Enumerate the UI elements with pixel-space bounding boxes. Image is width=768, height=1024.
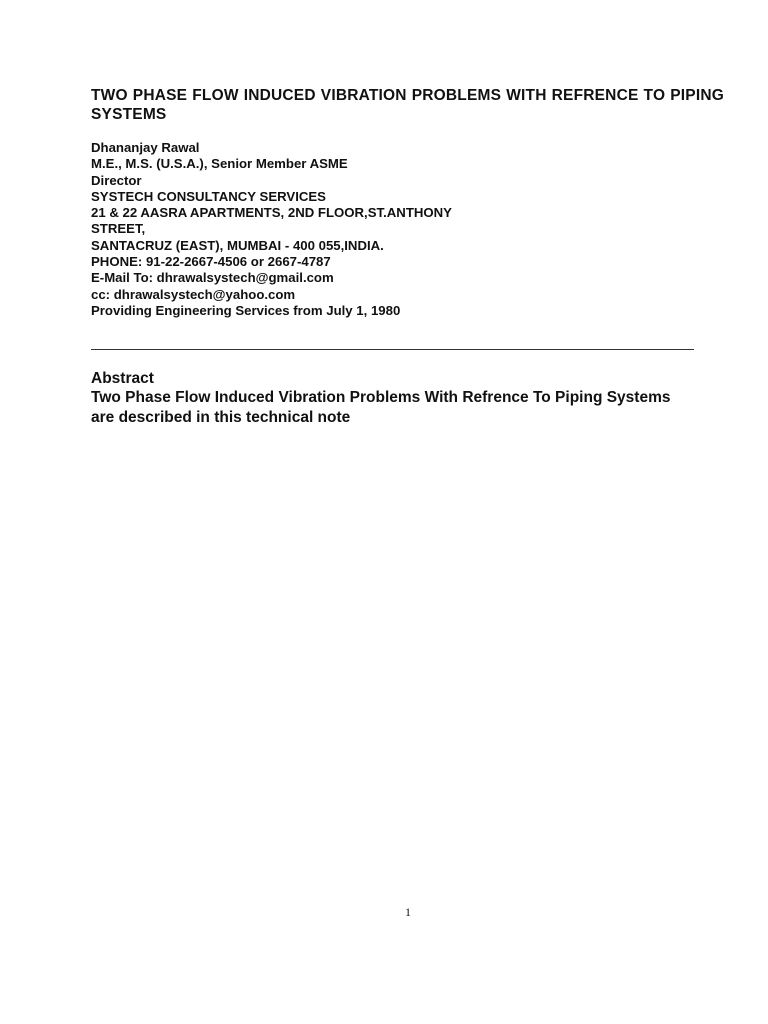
author-credentials: M.E., M.S. (U.S.A.), Senior Member ASME <box>91 156 348 172</box>
author-block <box>91 140 731 319</box>
cc-email-line: cc: dhrawalsystech@yahoo.com <box>91 286 296 302</box>
abstract-text: Two Phase Flow Induced Vibration Problems With Refrence To Piping Systems are described in this technical note <box>91 389 671 426</box>
email-line: E-Mail To: dhrawalsystech@gmail.com <box>91 270 334 286</box>
author-position: Director <box>91 172 142 188</box>
author-name: Dhananjay Rawal <box>91 140 200 155</box>
address-line-1: 21 & 22 AASRA APARTMENTS, 2ND FLOOR,ST.ANTHONY <box>91 205 452 221</box>
abstract-heading: Abstract <box>91 370 154 387</box>
tagline: Providing Engineering Services from July 1, 1980 <box>91 302 401 318</box>
company-name: SYSTECH CONSULTANCY SERVICES <box>91 188 326 204</box>
horizontal-rule <box>91 349 694 350</box>
document-title: TWO PHASE FLOW INDUCED VIBRATION PROBLEMS WITH REFRENCE TO PIPING SYSTEMS <box>91 87 724 123</box>
page-number: 1 <box>405 905 411 919</box>
address-line-2: STREET, <box>91 221 146 237</box>
phone-line: PHONE: 91-22-2667-4506 or 2667-4787 <box>91 254 331 270</box>
address-line-3: SANTACRUZ (EAST), MUMBAI - 400 055,INDIA. <box>91 237 384 253</box>
